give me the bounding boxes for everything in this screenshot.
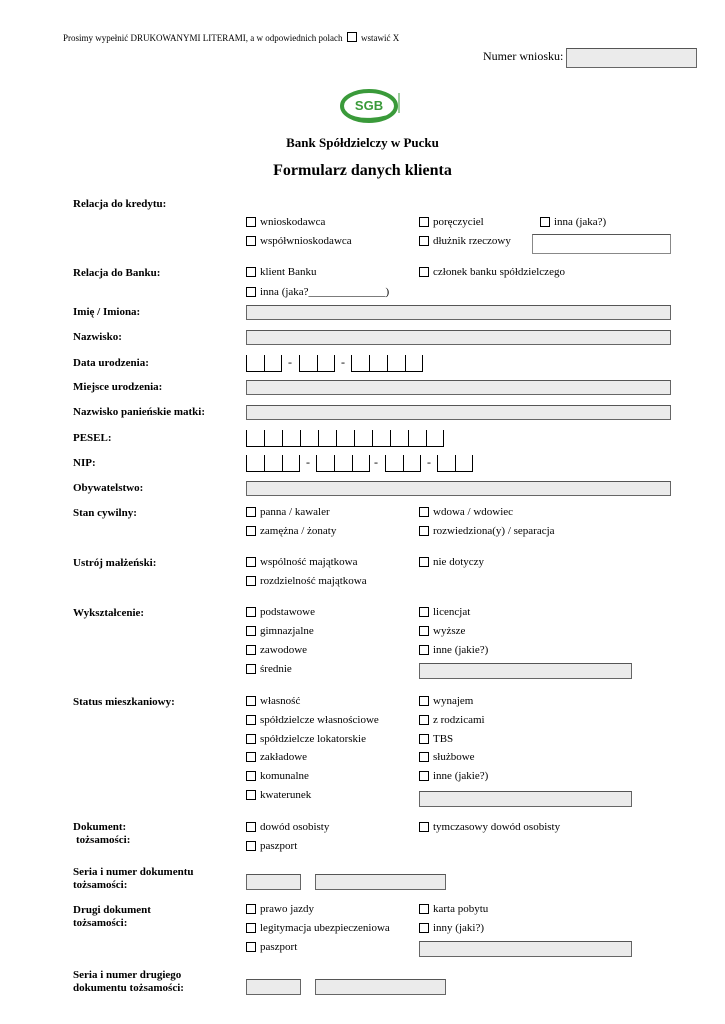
checkbox[interactable]	[540, 217, 550, 227]
checkbox[interactable]	[246, 645, 256, 655]
checkbox[interactable]	[246, 526, 256, 536]
nip-cells-1[interactable]	[246, 455, 300, 472]
birth-date-label: Data urodzenia:	[73, 357, 149, 369]
checkbox[interactable]	[246, 715, 256, 725]
second-series-label-line2: dokumentu tożsamości:	[73, 982, 184, 994]
checkbox[interactable]	[246, 217, 256, 227]
checkbox[interactable]	[246, 507, 256, 517]
citizenship-label: Obywatelstwo:	[73, 482, 144, 494]
marital-status-label: Stan cywilny:	[73, 507, 137, 519]
housing-label: Status mieszkaniowy:	[73, 696, 175, 708]
nip-separator: -	[427, 455, 431, 469]
checkbox[interactable]	[246, 923, 256, 933]
nip-label: NIP:	[73, 457, 96, 469]
second-document-label	[73, 904, 151, 930]
logo-text: SGB	[354, 98, 384, 113]
birth-year-cells[interactable]	[351, 355, 423, 372]
checkbox[interactable]	[419, 507, 429, 517]
instruction-text-end: wstawić X	[360, 33, 400, 43]
checkbox[interactable]	[419, 734, 429, 744]
id-document-label	[73, 821, 130, 847]
education-label: Wykształcenie:	[73, 607, 145, 619]
instruction-text: Prosimy wypełnić DRUKOWANYMI LITERAMI, a w odpowiednich polach	[63, 33, 343, 43]
second-document-label-line1: Drugi dokument	[73, 904, 151, 916]
first-name-input[interactable]	[246, 305, 671, 320]
checkbox[interactable]	[246, 841, 256, 851]
pesel-label: PESEL:	[73, 432, 112, 444]
id-series-label-line1: Seria i numer dokumentu	[73, 866, 194, 878]
last-name-input[interactable]	[246, 330, 671, 345]
id-document-label-line2: tożsamości:	[76, 834, 131, 846]
nip-separator: -	[306, 455, 310, 469]
application-number-label: Numer wniosku:	[483, 49, 564, 63]
checkbox[interactable]	[246, 607, 256, 617]
education-other-input[interactable]	[419, 663, 632, 679]
sgb-logo	[338, 87, 404, 125]
checkbox[interactable]	[246, 942, 256, 952]
nip-cells-4[interactable]	[437, 455, 473, 472]
id-series-input[interactable]	[246, 874, 301, 890]
checkbox[interactable]	[419, 645, 429, 655]
pesel-cells[interactable]	[246, 430, 444, 447]
checkbox[interactable]	[419, 752, 429, 762]
checkbox[interactable]	[419, 771, 429, 781]
checkbox[interactable]	[419, 822, 429, 832]
second-document-other-input[interactable]	[419, 941, 632, 957]
id-number-input[interactable]	[315, 874, 446, 890]
citizenship-input[interactable]	[246, 481, 671, 496]
checkbox[interactable]	[419, 236, 429, 246]
checkbox[interactable]	[419, 923, 429, 933]
relation-bank-label: Relacja do Banku:	[73, 267, 161, 279]
date-separator: -	[288, 355, 292, 369]
marital-property-label: Ustrój małżeński:	[73, 557, 157, 569]
checkbox[interactable]	[246, 557, 256, 567]
checkbox[interactable]	[246, 287, 256, 297]
checkbox[interactable]	[246, 752, 256, 762]
checkbox[interactable]	[246, 576, 256, 586]
checkbox[interactable]	[246, 822, 256, 832]
date-separator: -	[341, 355, 345, 369]
instruction-line	[63, 32, 399, 44]
form-title: Formularz danych klienta	[273, 162, 452, 179]
second-series-input[interactable]	[246, 979, 301, 995]
checkbox[interactable]	[246, 734, 256, 744]
first-name-label: Imię / Imiona:	[73, 306, 141, 318]
checkbox[interactable]	[246, 696, 256, 706]
checkbox[interactable]	[246, 771, 256, 781]
mother-maiden-name-input[interactable]	[246, 405, 671, 420]
mother-maiden-name-label: Nazwisko panieńskie matki:	[73, 406, 206, 418]
checkbox[interactable]	[419, 526, 429, 536]
id-series-label	[73, 866, 194, 892]
birth-place-label: Miejsce urodzenia:	[73, 381, 163, 393]
checkbox[interactable]	[419, 715, 429, 725]
id-document-label-line1: Dokument:	[73, 821, 127, 833]
checkbox[interactable]	[419, 557, 429, 567]
checkbox[interactable]	[419, 607, 429, 617]
housing-other-input[interactable]	[419, 791, 632, 807]
checkbox[interactable]	[419, 626, 429, 636]
second-document-label-line2: tożsamości:	[73, 917, 128, 929]
nip-cells-2[interactable]	[316, 455, 370, 472]
checkbox[interactable]	[246, 267, 256, 277]
sample-checkbox-icon	[347, 32, 357, 42]
nip-cells-3[interactable]	[385, 455, 421, 472]
checkbox[interactable]	[419, 217, 429, 227]
relation-credit-label: Relacja do kredytu:	[73, 198, 167, 210]
birth-month-cells[interactable]	[299, 355, 335, 372]
last-name-label: Nazwisko:	[73, 331, 122, 343]
checkbox[interactable]	[246, 790, 256, 800]
checkbox[interactable]	[419, 696, 429, 706]
second-series-label	[73, 969, 184, 995]
checkbox[interactable]	[246, 904, 256, 914]
bank-name: Bank Spółdzielczy w Pucku	[286, 135, 439, 150]
checkbox[interactable]	[419, 267, 429, 277]
second-number-input[interactable]	[315, 979, 446, 995]
checkbox[interactable]	[419, 904, 429, 914]
birth-place-input[interactable]	[246, 380, 671, 395]
checkbox[interactable]	[246, 626, 256, 636]
birth-day-cells[interactable]	[246, 355, 282, 372]
application-number-input[interactable]	[566, 48, 697, 68]
relation-credit-other-input[interactable]	[532, 234, 671, 254]
second-series-label-line1: Seria i numer drugiego	[73, 969, 182, 981]
nip-separator: -	[374, 455, 378, 469]
checkbox[interactable]	[246, 664, 256, 674]
id-series-label-line2: tożsamości:	[73, 879, 128, 891]
checkbox[interactable]	[246, 236, 256, 246]
